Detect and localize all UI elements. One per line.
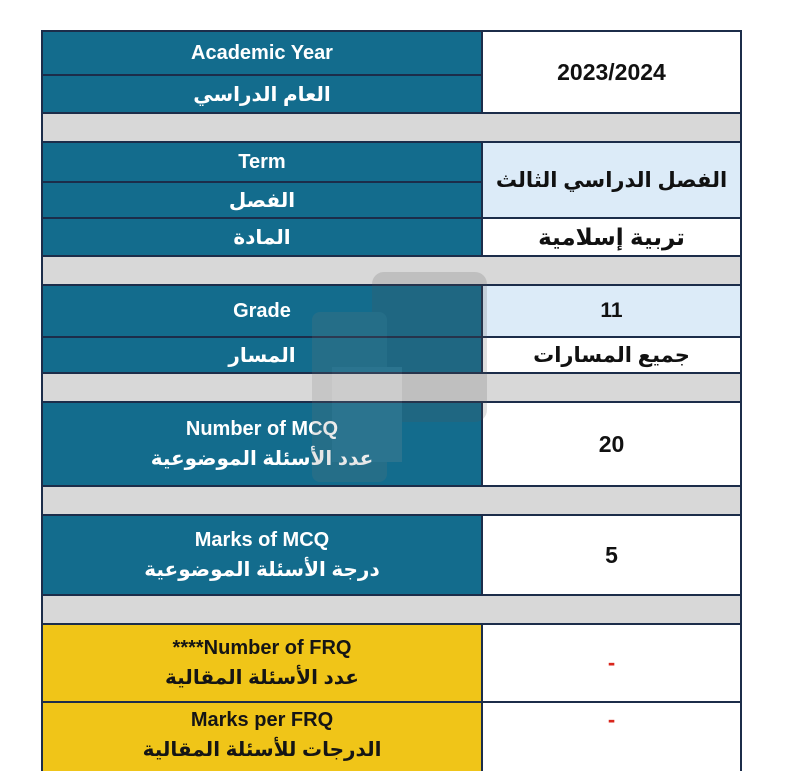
mcq-marks-label-en: Marks of MCQ	[194, 529, 330, 551]
subject-row	[43, 217, 740, 255]
academic-year-value: 2023/2024	[483, 32, 740, 112]
separator-row	[43, 485, 740, 516]
frq-marks-label-ar: الدرجات للأسئلة المقالية	[142, 739, 382, 761]
mcq-marks-label-ar: درجة الأسئلة الموضوعية	[144, 559, 380, 581]
frq-count-label-en: ****Number of FRQ	[172, 637, 352, 659]
track-row	[43, 336, 740, 372]
term-label-en: Term	[43, 143, 481, 181]
mcq-count-label-ar: عدد الأسئلة الموضوعية	[150, 448, 374, 470]
frq-marks-label-en: Marks per FRQ	[190, 709, 334, 731]
mcq-count-row	[43, 403, 740, 485]
subject-value: تربية إسلامية	[483, 219, 740, 255]
mcq-marks-label-cell	[43, 516, 481, 594]
frq-marks-value: -	[483, 703, 740, 771]
mcq-marks-value: 5	[483, 516, 740, 594]
frq-count-value: -	[483, 625, 740, 701]
frq-marks-label-cell	[43, 703, 481, 771]
term-label-ar: الفصل	[43, 181, 481, 217]
frq-count-row	[43, 625, 740, 701]
grade-row	[43, 286, 740, 336]
separator-row	[43, 112, 740, 143]
frq-count-label-ar: عدد الأسئلة المقالية	[165, 667, 359, 689]
academic-year-row	[43, 32, 740, 112]
separator-row	[43, 594, 740, 625]
term-value: الفصل الدراسي الثالث	[483, 143, 740, 217]
term-row	[43, 143, 740, 217]
mcq-marks-row	[43, 516, 740, 594]
grade-label-en: Grade	[43, 286, 481, 336]
track-value: جميع المسارات	[483, 338, 740, 372]
track-label-ar: المسار	[43, 338, 481, 372]
mcq-count-value: 20	[483, 403, 740, 485]
mcq-count-label-cell	[43, 403, 481, 485]
mcq-count-label-en: Number of MCQ	[185, 418, 339, 440]
frq-marks-row	[43, 701, 740, 771]
grade-value: 11	[483, 286, 740, 336]
frq-count-label-cell	[43, 625, 481, 701]
exam-info-table	[41, 30, 742, 771]
separator-row	[43, 255, 740, 286]
academic-year-label-en: Academic Year	[43, 32, 481, 74]
separator-row	[43, 372, 740, 403]
academic-year-label-ar: العام الدراسي	[43, 74, 481, 112]
subject-label-ar: المادة	[43, 219, 481, 255]
